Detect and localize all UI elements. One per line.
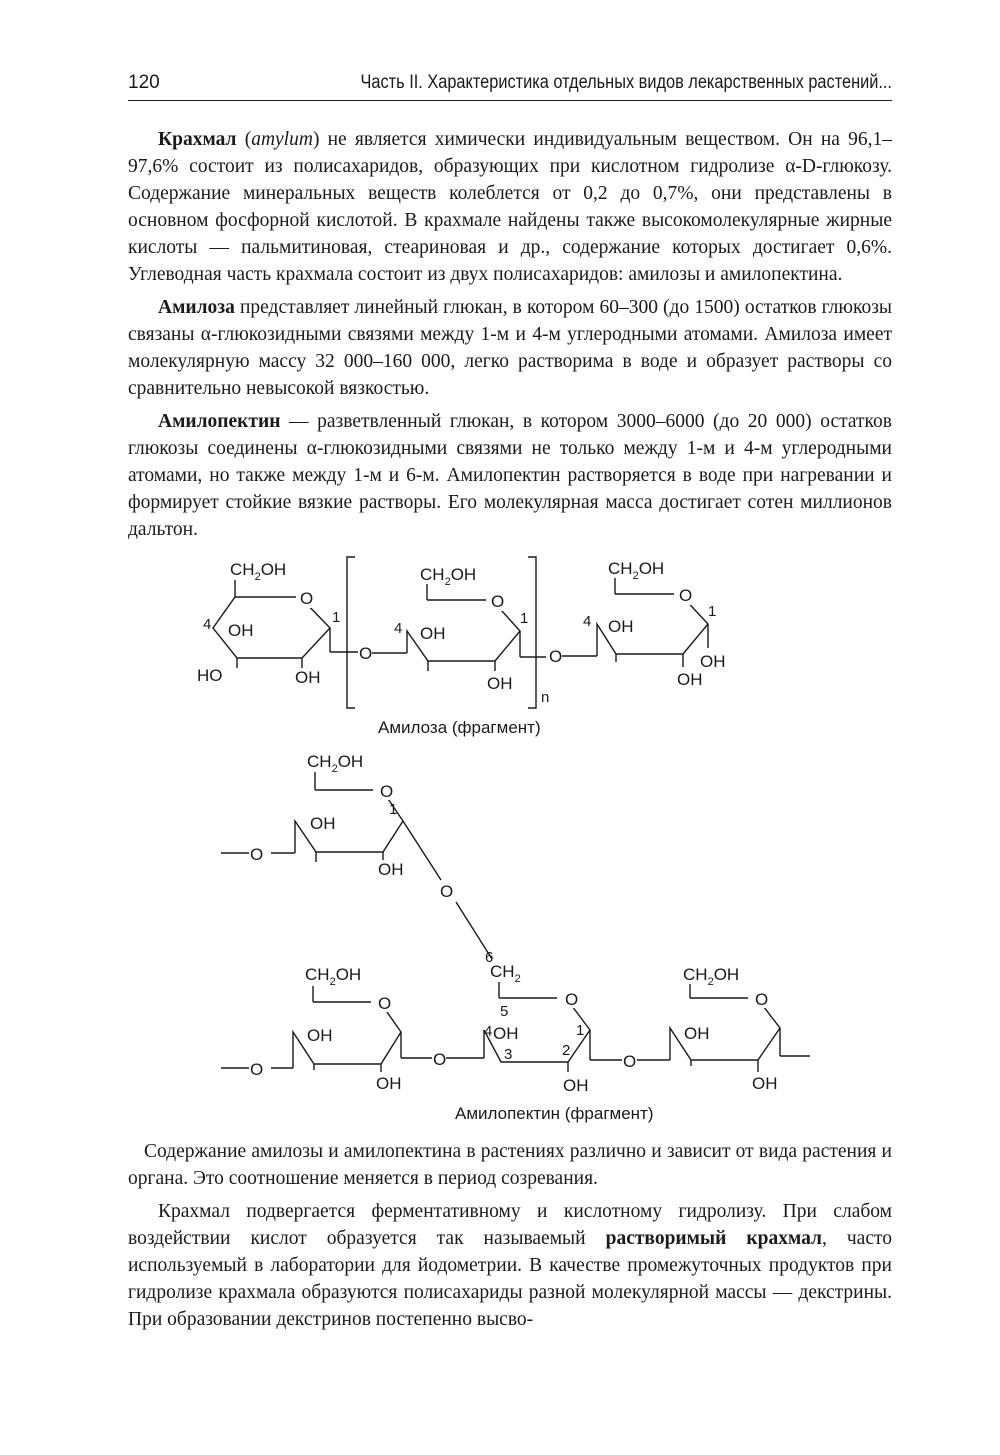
- repeat-bracket-right: [528, 557, 536, 708]
- amylopectin-caption: Амилопектин (фрагмент): [455, 1104, 654, 1123]
- amylose-ring-2: [394, 565, 546, 693]
- ch2-label: CH: [490, 962, 515, 981]
- bridge-oxygen: O: [440, 882, 454, 901]
- ring-oxygen: O: [679, 586, 693, 605]
- ch2oh-label: CH: [305, 965, 330, 984]
- hydrolysis-text-start: Крахмал подвергается ферментативному и кислотному гидролизу. При слабом воздействии кислот образуется так называемый: [128, 1201, 892, 1249]
- oh-tail: OH: [450, 565, 477, 584]
- oh-2-label: OH: [563, 1076, 589, 1095]
- ch2oh-label: CH: [307, 752, 332, 771]
- link-oxygen: O: [250, 1060, 264, 1079]
- carbon-4-label: 4: [394, 620, 403, 637]
- paragraph-amylose-text: представляет линейный глюкан, в котором 60–300 (до 1500) остатков глюкозы связаны α-глюкозидными связями между 1-м и 4-м углеродными атомами. Амилоза имеет молекулярную массу 32 000–160 000, легко растворима в воде и образует растворы со сравнительно невысокой вязкостью.: [128, 297, 892, 399]
- svg-text:CH2OH: [420, 565, 476, 588]
- amylopectin-chain-ring-2: [484, 949, 622, 1095]
- repeat-bracket-left: [347, 557, 355, 708]
- oh-2-label: OH: [677, 670, 703, 689]
- ch2oh-label: CH: [608, 559, 633, 578]
- oh-tail: OH: [337, 752, 364, 771]
- amylose-ring-1: [197, 560, 358, 687]
- svg-text:CH2OH: [608, 559, 664, 582]
- carbon-2-label: 2: [562, 1042, 571, 1059]
- running-title: Часть II. Характеристика отдельных видов лекарственных растений...: [360, 72, 892, 93]
- amylopectin-chain-ring-1: [221, 965, 432, 1093]
- oh-2-label: OH: [752, 1074, 778, 1093]
- paragraph-content-ratio: Содержание амилозы и амилопектина в растениях различно и зависит от вида растения и органа. Это соотношение меняется в период созревания.: [128, 1141, 892, 1189]
- amylopectin-branch-ring: [221, 752, 492, 959]
- glycosidic-oxygen-2: O: [623, 1052, 637, 1071]
- paragraph-amylopectin-text: — разветвленный глюкан, в котором 3000–6000 (до 20 000) остатков глюкозы соединены α-глюкозидными связями не только между 1-м и 4-м углеродными атомами, но также между 1-м и 6-м. Амилопектин растворяется в воде при нагревании и формирует стойкие вязкие растворы. Его молекулярная масса достигает сотен миллионов дальтон.: [128, 411, 892, 540]
- amylose-ring-3: [583, 559, 726, 689]
- svg-text:CH2OH: [305, 965, 361, 988]
- ring-oxygen: O: [380, 782, 394, 801]
- carbon-1-label: 1: [576, 1022, 585, 1039]
- oh-tail: OH: [638, 559, 665, 578]
- svg-text:CH2OH: [683, 965, 739, 988]
- hydrolysis-text-end: , часто используемый в лаборатории для йодометрии. В качестве промежуточных продуктов при гидролизе крахмала образуются полисахариды разной молекулярной массы — декстрины. При образовании декстринов постепенно высво-: [128, 1228, 893, 1330]
- carbon-3-label: 3: [504, 1046, 513, 1063]
- carbon-4-label: 4: [203, 616, 212, 633]
- paragraph-starch-text: ) не является химически индивидуальным веществом. Он на 96,1–97,6% состоит из полисахаридов, образующих при кислотном гидролизе α-D-глюкозу. Содержание минеральных веществ колеблется от 0,2 до 0,7%, они представлены в основном фосфорной кислотой. В крахмале найдены также высокомолекулярные жирные кислоты — пальмитиновая, стеариновая и др., содержание которых достигает 0,6%. Углеводная часть крахмала состоит из двух полисахаридов: амилозы и амилопектина.: [128, 129, 892, 285]
- carbon-6-label: 6: [485, 949, 494, 966]
- outro-text: [128, 1138, 892, 1333]
- oh-3-label: OH: [684, 1024, 710, 1043]
- term-amylopectin: Амилопектин: [158, 411, 281, 432]
- glycosidic-oxygen-1: O: [359, 644, 373, 663]
- oh-3-label: OH: [307, 1026, 333, 1045]
- oh-2-label: OH: [378, 860, 404, 879]
- ch2oh-label: CH: [683, 965, 708, 984]
- subscript-2: 2: [254, 571, 261, 583]
- subscript-2: 2: [444, 576, 451, 588]
- carbon-5-label: 5: [500, 1003, 509, 1020]
- subscript-2: 2: [514, 973, 521, 985]
- page-number: 120: [128, 72, 160, 93]
- glycosidic-oxygen-2: O: [549, 647, 563, 666]
- paragraph-hydrolysis: [128, 1198, 892, 1333]
- link-oxygen: O: [250, 845, 264, 864]
- oh-tail: OH: [260, 560, 287, 579]
- carbon-1-label: 1: [708, 603, 717, 620]
- svg-text:CH2OH: [230, 560, 286, 583]
- oh-3-label: OH: [493, 1024, 519, 1043]
- oh-3-label: OH: [608, 617, 634, 636]
- oh-2-label: OH: [487, 674, 513, 693]
- amylopectin-chain-ring-3: [670, 965, 810, 1093]
- subscript-2: 2: [632, 570, 639, 582]
- svg-text:CH2: [490, 962, 521, 985]
- ring-oxygen: O: [491, 592, 505, 611]
- subscript-2: 2: [329, 976, 336, 988]
- glycosidic-oxygen-1: O: [433, 1050, 447, 1069]
- ring-oxygen: O: [565, 990, 579, 1009]
- oh-3-label: OH: [228, 621, 254, 640]
- term-soluble-starch: растворимый крахмал: [605, 1228, 822, 1249]
- ch2oh-label: CH: [420, 565, 445, 584]
- oh-2-label: OH: [376, 1074, 402, 1093]
- latin-amylum: amylum: [251, 129, 313, 150]
- oh-3-label: OH: [420, 624, 446, 643]
- ring-oxygen: O: [755, 990, 769, 1009]
- carbon-1-label: 1: [520, 610, 529, 627]
- subscript-2: 2: [331, 763, 338, 775]
- amylose-diagram: [197, 557, 726, 737]
- term-starch: Крахмал: [158, 129, 237, 150]
- repeat-index-n: n: [541, 689, 550, 706]
- term-amylose: Амилоза: [158, 297, 235, 318]
- oh-3-label: OH: [310, 814, 336, 833]
- oh-tail: OH: [335, 965, 362, 984]
- ch2oh-label: CH: [230, 560, 255, 579]
- carbon-4-label: 4: [583, 613, 592, 630]
- oh-2-label: OH: [295, 668, 321, 687]
- svg-text:CH2OH: [307, 752, 363, 775]
- amylose-caption: Амилоза (фрагмент): [378, 718, 541, 737]
- carbon-1-label: 1: [332, 609, 341, 626]
- subscript-2: 2: [707, 976, 714, 988]
- ring-oxygen: O: [300, 589, 314, 608]
- oh-1-label: OH: [700, 652, 726, 671]
- oh-tail: OH: [713, 965, 740, 984]
- amylopectin-diagram: [221, 752, 810, 1123]
- ring-oxygen: O: [378, 994, 392, 1013]
- carbon-1-label: 1: [389, 801, 398, 818]
- ho-4-label: HO: [197, 666, 223, 685]
- paren-open: (: [236, 129, 252, 150]
- carbon-4-label: 4: [484, 1023, 493, 1040]
